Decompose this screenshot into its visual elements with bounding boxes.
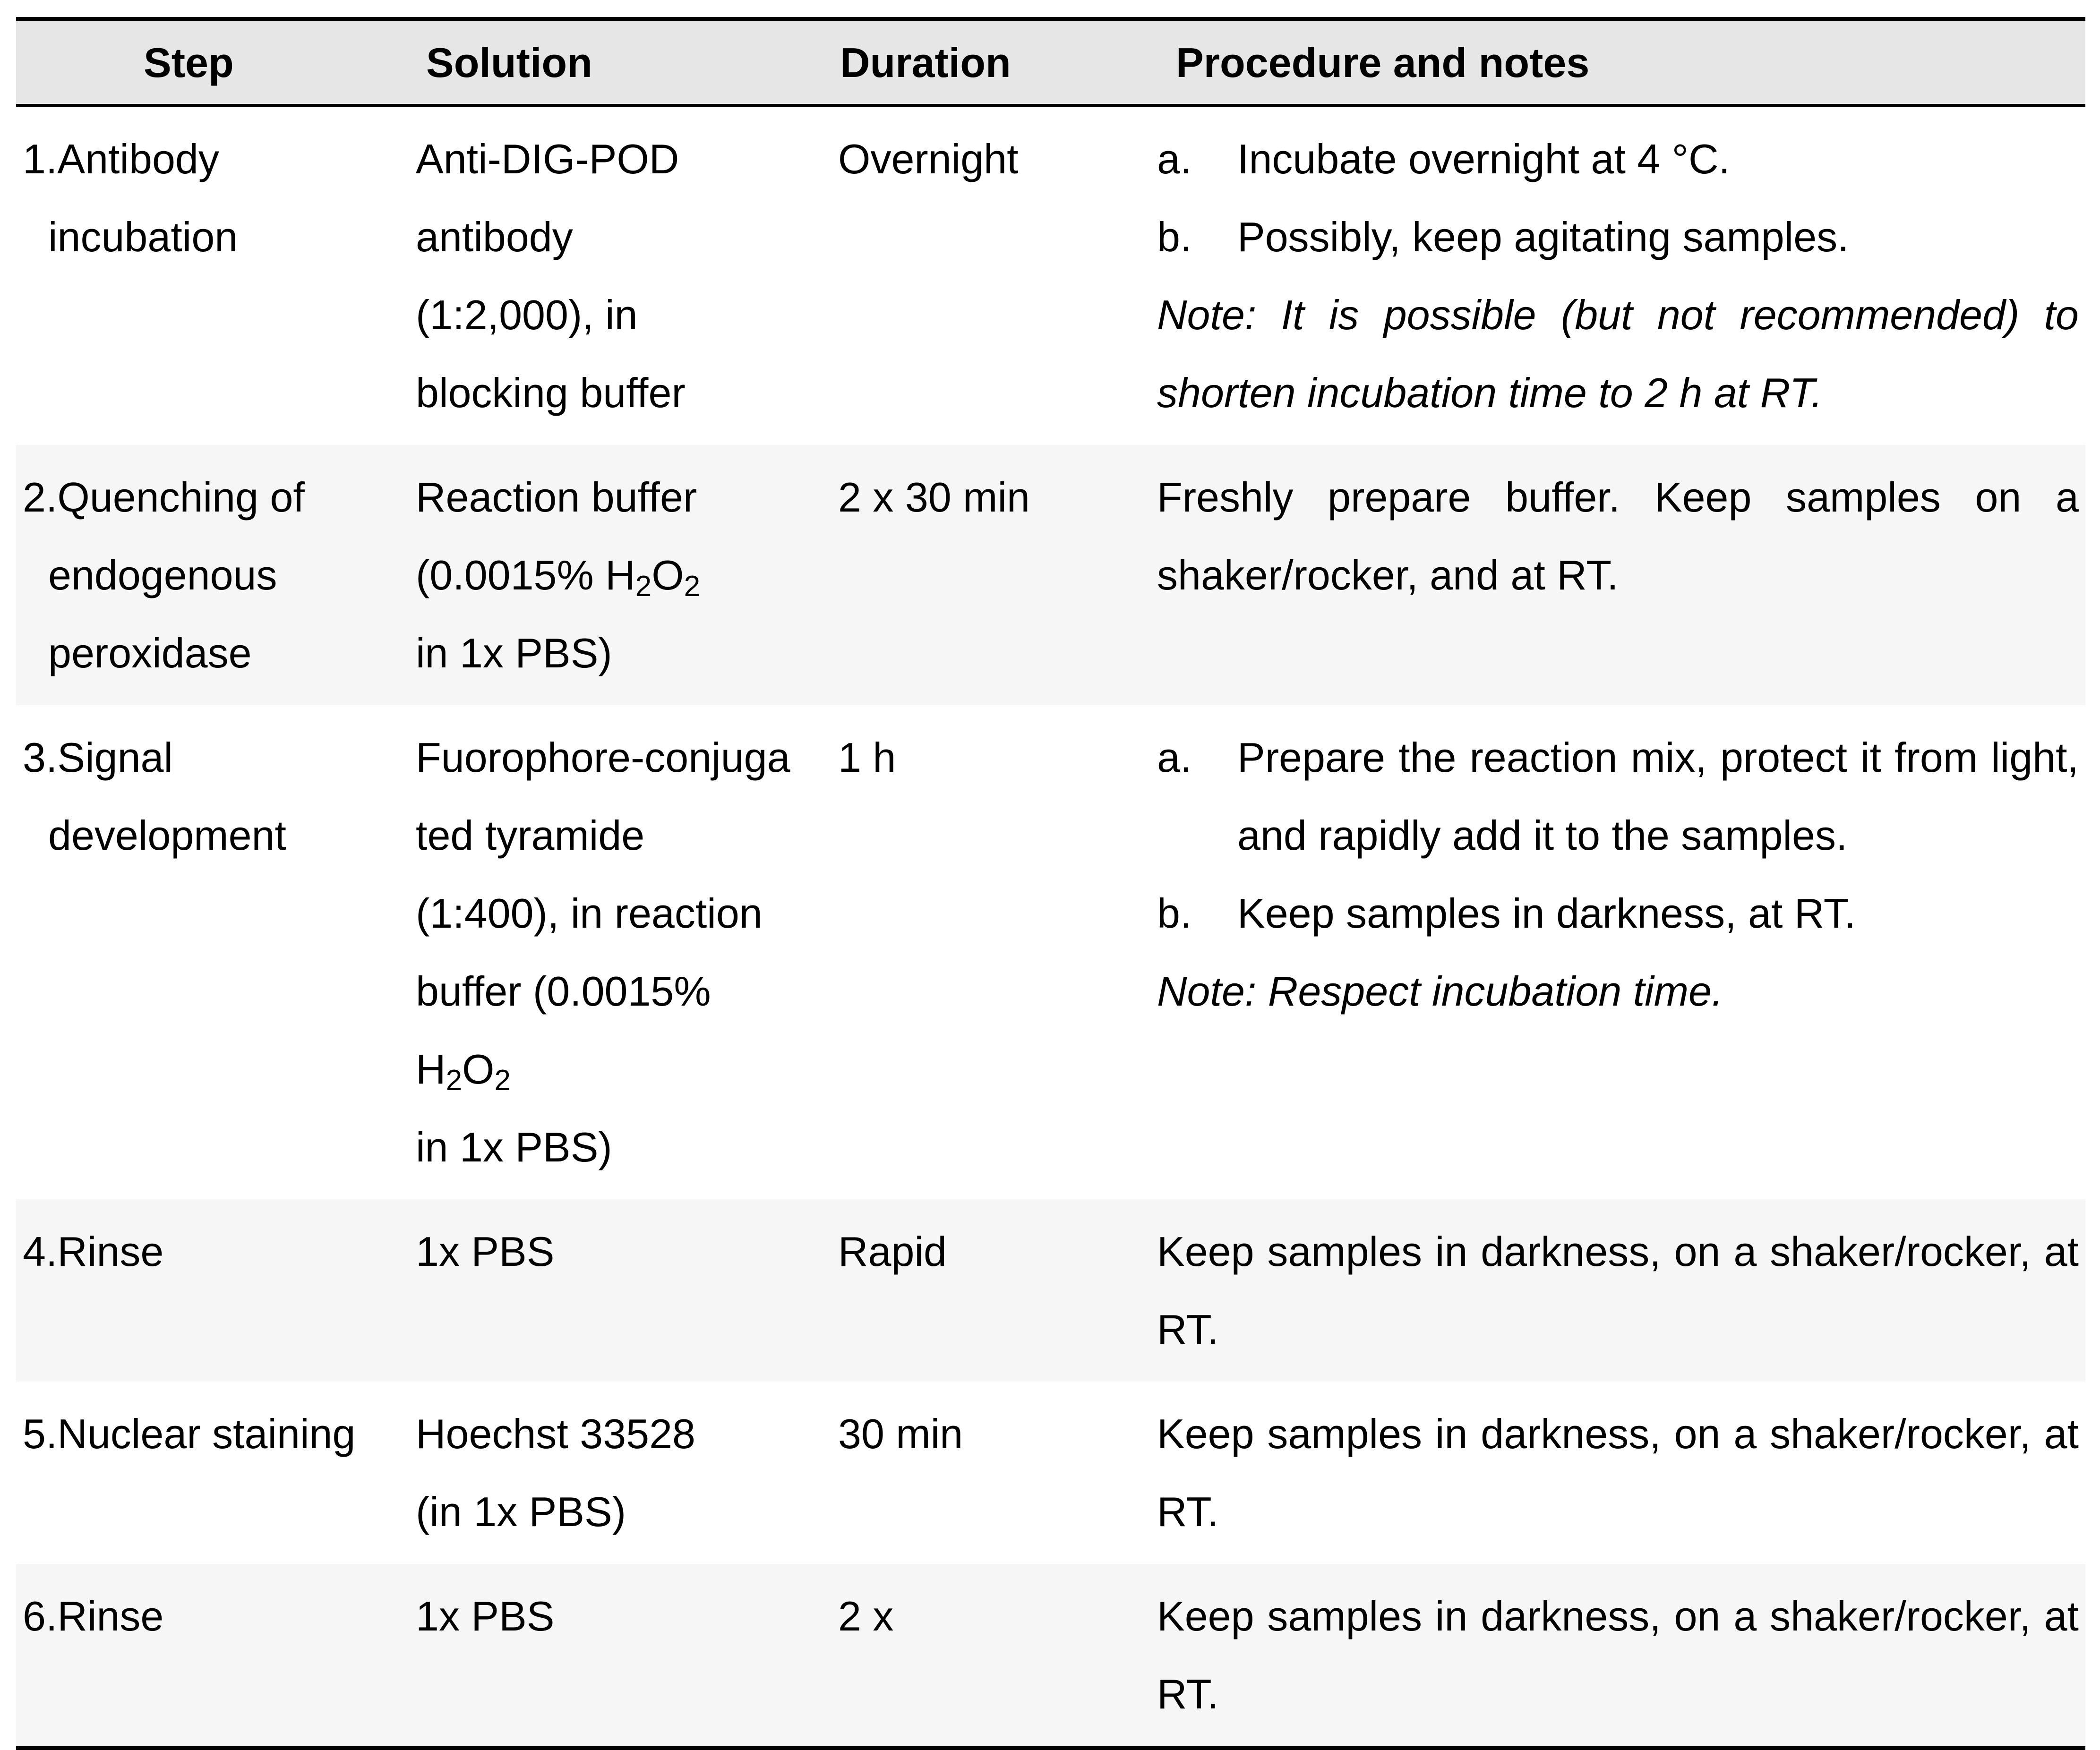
duration-cell: 2 x — [838, 1593, 894, 1639]
protocol-table — [16, 17, 2085, 1750]
list-marker: b. — [1157, 890, 1192, 937]
table-row — [16, 1564, 2085, 1748]
step-label: 1.Antibody — [23, 136, 219, 182]
list-marker: a. — [1157, 136, 1192, 182]
list-text: Prepare the reaction mix, protect it from light, and rapidly add it to the samples. — [1237, 734, 2079, 859]
solution-text: H — [416, 1046, 446, 1093]
procedure-text: Keep samples in darkness, on a shaker/rocker, at RT. — [1157, 1228, 2079, 1353]
list-item — [1157, 718, 2079, 874]
step-cell — [16, 1564, 411, 1748]
header-row — [16, 19, 2085, 105]
solution-cell — [411, 445, 838, 705]
step-label: 5.Nuclear staining — [23, 1410, 356, 1457]
solution-line — [416, 536, 838, 614]
header-procedure: Procedure and notes — [1176, 39, 1590, 86]
list-item — [1157, 120, 2079, 198]
procedure-text: Freshly prepare buffer. Keep samples on a shaker/rocker, and at RT. — [1157, 474, 2079, 598]
subscript: 2 — [635, 570, 652, 603]
duration-cell: Overnight — [838, 136, 1019, 182]
solution-text: (0.0015% H — [416, 552, 635, 598]
list-text: Incubate overnight at 4 °C. — [1237, 136, 1730, 182]
solution-cell — [411, 705, 838, 1199]
procedure-text: Keep samples in darkness, on a shaker/rocker, at RT. — [1157, 1410, 2079, 1535]
solution-line: in 1x PBS) — [416, 630, 612, 676]
step-cell — [16, 1199, 411, 1382]
subscript: 2 — [494, 1064, 511, 1097]
list-item — [1157, 874, 2079, 952]
table-row — [16, 445, 2085, 705]
header-duration: Duration — [840, 39, 1011, 86]
table-row — [16, 1382, 2085, 1564]
step-cell — [16, 1382, 411, 1564]
list-item — [1157, 198, 2079, 276]
solution-cell: 1x PBS — [416, 1593, 555, 1639]
list-text: Keep samples in darkness, at RT. — [1237, 890, 1856, 937]
solution-line — [416, 1030, 838, 1108]
table-row — [16, 1199, 2085, 1382]
step-label: 2.Quenching of — [23, 474, 305, 521]
solution-line: (in 1x PBS) — [416, 1488, 626, 1535]
procedure-cell — [1157, 105, 2085, 445]
solution-text: O — [462, 1046, 495, 1093]
solution-cell — [411, 105, 838, 445]
duration-cell: 30 min — [838, 1410, 963, 1457]
solution-text: O — [651, 552, 684, 598]
solution-line: antibody — [416, 213, 573, 260]
procedure-note: Note: Respect incubation time. — [1157, 968, 1723, 1015]
solution-line: Reaction buffer — [416, 474, 697, 521]
procedure-note: Note: It is possible (but not recommended) to shorten incubation time to 2 h at RT. — [1157, 291, 2079, 416]
procedure-text: Keep samples in darkness, on a shaker/rocker, at RT. — [1157, 1593, 2079, 1717]
solution-line: (1:2,000), in — [416, 291, 638, 338]
list-marker: a. — [1157, 734, 1192, 781]
step-label-cont: development — [48, 812, 286, 859]
procedure-cell — [1157, 1199, 2085, 1382]
step-label: 3.Signal — [23, 734, 173, 781]
solution-line: Fuorophore-conjuga — [416, 734, 790, 781]
step-label: 4.Rinse — [23, 1228, 164, 1275]
table-header — [16, 19, 2085, 105]
solution-line: blocking buffer — [416, 369, 686, 416]
duration-cell: 1 h — [838, 734, 896, 781]
step-label: 6.Rinse — [23, 1593, 164, 1639]
procedure-cell — [1157, 445, 2085, 705]
procedure-cell — [1157, 1382, 2085, 1564]
step-cell — [16, 445, 411, 705]
solution-line: (1:400), in reaction — [416, 890, 763, 937]
solution-cell — [411, 1382, 838, 1564]
solution-line: buffer (0.0015% — [416, 968, 711, 1015]
subscript: 2 — [684, 570, 701, 603]
step-label-cont: peroxidase — [48, 630, 252, 676]
procedure-cell — [1157, 705, 2085, 1199]
table-row — [16, 705, 2085, 1199]
header-solution: Solution — [426, 39, 592, 86]
duration-cell: 2 x 30 min — [838, 474, 1030, 521]
step-label-cont: endogenous — [48, 552, 277, 598]
procedure-cell — [1157, 1564, 2085, 1748]
solution-line: in 1x PBS) — [416, 1124, 612, 1170]
list-text: Possibly, keep agitating samples. — [1237, 213, 1849, 260]
table-body — [16, 105, 2085, 1748]
list-marker: b. — [1157, 213, 1192, 260]
solution-cell: 1x PBS — [416, 1228, 555, 1275]
header-step: Step — [144, 39, 234, 86]
table-row — [16, 105, 2085, 445]
step-cell — [16, 705, 411, 1199]
solution-line: Hoechst 33528 — [416, 1410, 695, 1457]
step-label-cont: incubation — [48, 213, 238, 260]
solution-line: ted tyramide — [416, 812, 645, 859]
solution-line: Anti-DIG-POD — [416, 136, 679, 182]
duration-cell: Rapid — [838, 1228, 947, 1275]
step-cell — [16, 105, 411, 445]
subscript: 2 — [446, 1064, 463, 1097]
